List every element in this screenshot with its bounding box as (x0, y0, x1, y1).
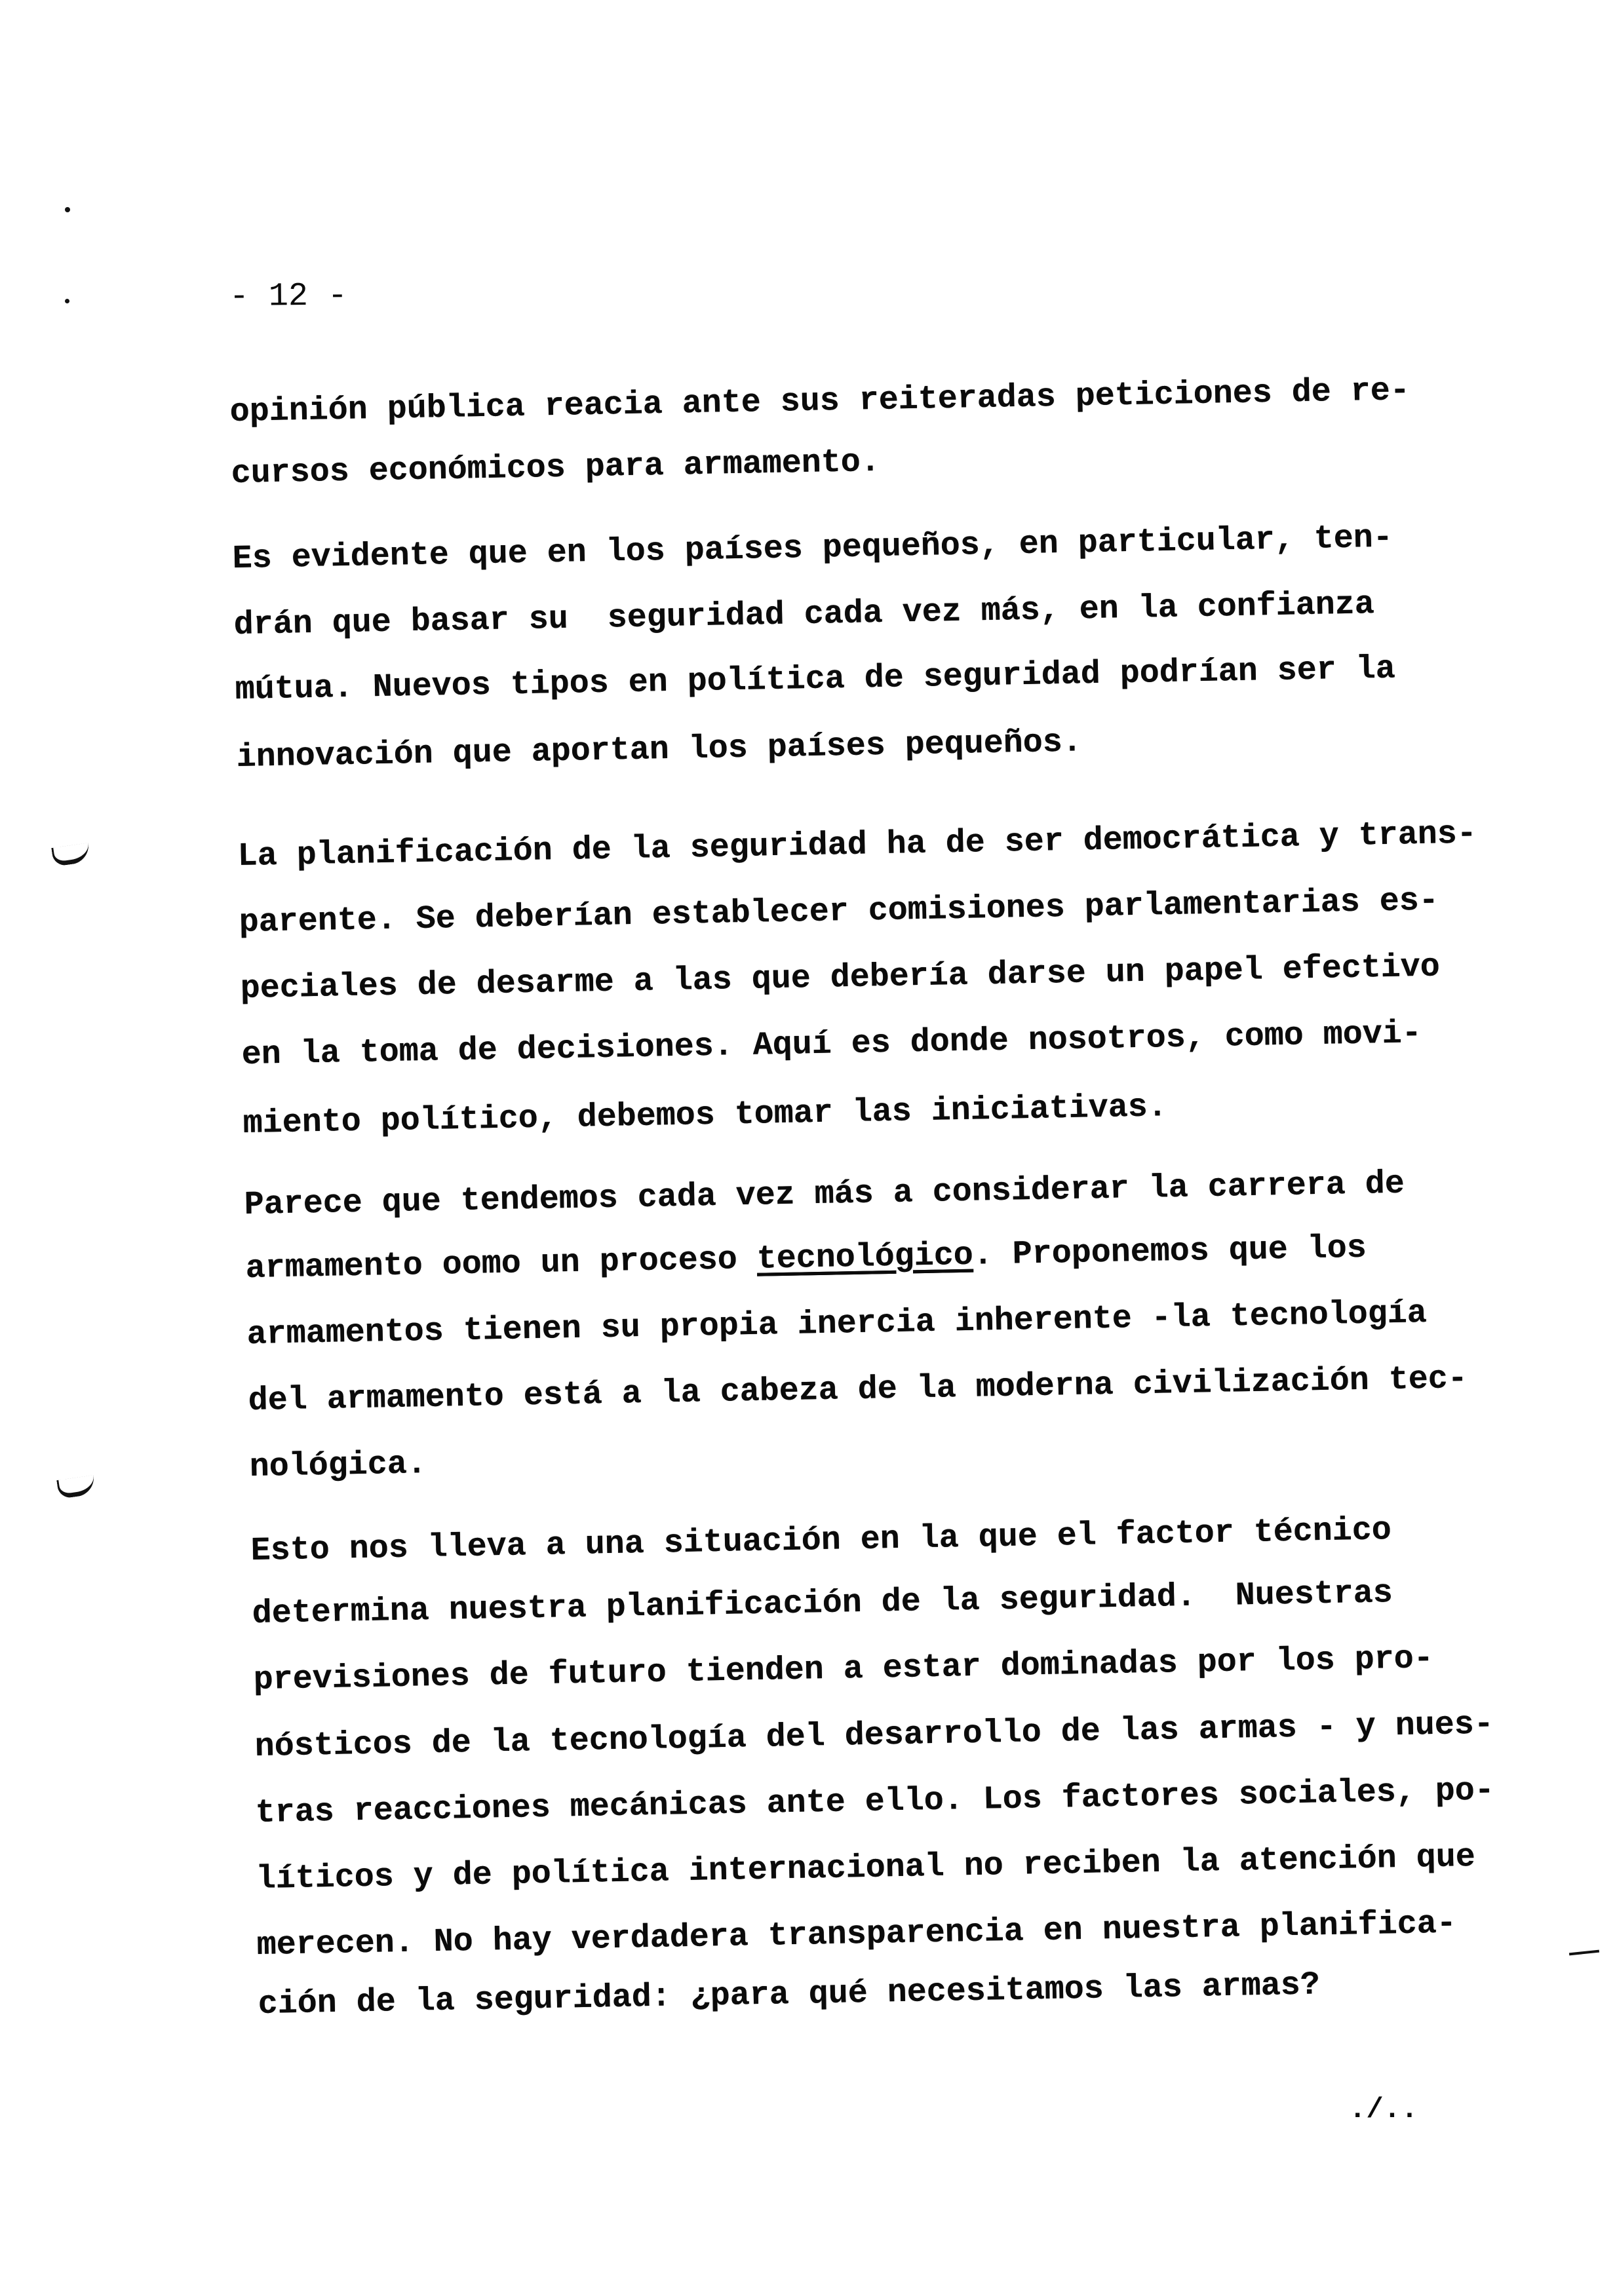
text-line: previsiones de futuro tienden a estar dominadas por los pro- (253, 1640, 1434, 1699)
text-line: nósticos de la tecnología del desarrollo de las armas - y nues- (254, 1706, 1494, 1766)
text-line: armamentos tienen su propia inercia inherente -la tecnología (246, 1295, 1428, 1354)
text-line: La planificación de la seguridad ha de ser democrática y trans- (237, 815, 1477, 875)
text-line: Es evidente que en los países pequeños, en particular, ten- (232, 519, 1393, 578)
text-line: determina nuestra planificación de la seguridad. Nuestras (252, 1575, 1393, 1633)
text-line: miento político, debemos tomar las iniciativas. (243, 1088, 1168, 1143)
margin-dash-mark (1569, 1950, 1599, 1956)
text-segment: . Proponemos que los (973, 1229, 1367, 1274)
text-line: peciales de desarme a las que debería darse un papel efectivo (240, 948, 1441, 1008)
text-segment: armamento oomo un proceso (245, 1240, 758, 1288)
text-line: opinión pública reacia ante sus reiteradas peticiones de re- (229, 372, 1411, 431)
text-line: líticos y de política internacional no reciben la atención que (256, 1838, 1476, 1898)
underlined-word: tecnológico (756, 1236, 974, 1278)
text-line-with-underline (245, 1229, 1367, 1288)
text-line: en la toma de decisiones. Aquí es donde nosotros, como movi- (241, 1015, 1422, 1074)
text-line: parente. Se deberían establecer comisiones parlamentarias es- (239, 882, 1439, 942)
text-line: innovación que aportan los países pequeños. (236, 723, 1083, 776)
margin-dot-mark (65, 207, 70, 212)
text-line: Esto nos lleva a una situación en la que el factor técnico (250, 1512, 1392, 1570)
margin-curve-mark (56, 1475, 96, 1499)
text-line: tras reacciones mecánicas ante ello. Los factores sociales, po- (255, 1772, 1495, 1832)
continuation-marker: ./.. (1349, 2094, 1418, 2126)
text-line: nológica. (249, 1445, 427, 1486)
text-line: mútua. Nuevos tipos en política de seguridad podrían ser la (235, 650, 1396, 709)
text-line: ción de la seguridad: ¿para qué necesitamos las armas? (258, 1966, 1321, 2023)
text-line: Parece que tendemos cada vez más a considerar la carrera de (244, 1165, 1405, 1224)
page-number: - 12 - (229, 277, 348, 316)
text-line: del armamento está a la cabeza de la moderna civilización tec- (248, 1360, 1468, 1420)
text-line: cursos económicos para armamento. (231, 443, 881, 493)
margin-curve-mark (51, 843, 90, 867)
margin-dot-mark (65, 299, 69, 303)
text-line: drán que basar su seguridad cada vez más, en la confianza (233, 586, 1375, 644)
text-line: merecen. No hay verdadera transparencia en nuestra planifica- (256, 1905, 1457, 1964)
